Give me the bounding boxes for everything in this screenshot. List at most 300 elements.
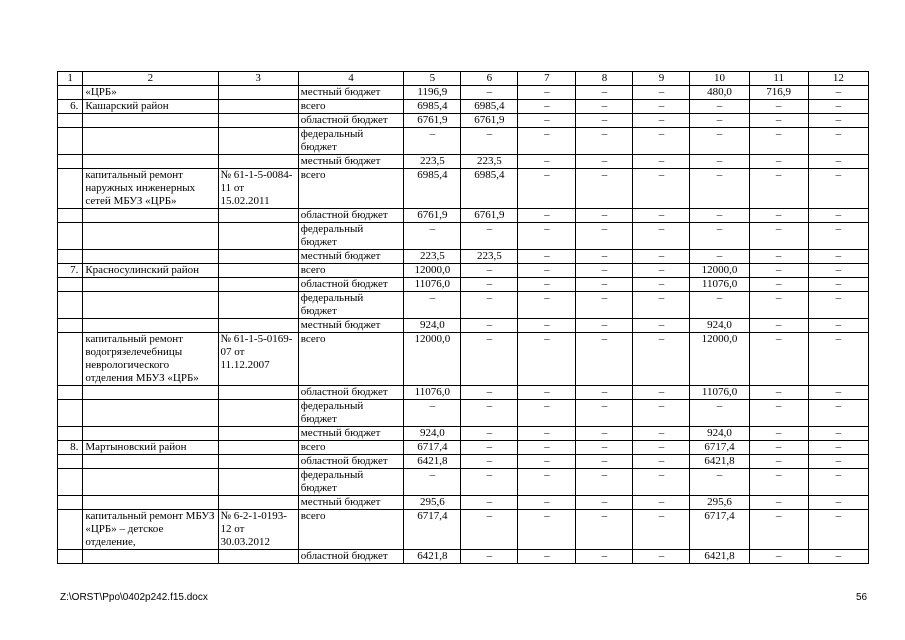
- row-number: [58, 114, 83, 128]
- row-number: [58, 386, 83, 400]
- value-cell: –: [461, 292, 518, 319]
- table-header-row: [58, 72, 869, 86]
- column-number: 8: [576, 72, 633, 86]
- object-name: [83, 400, 218, 427]
- value-cell: 1196,9: [404, 86, 461, 100]
- funding-source: всего: [298, 441, 404, 455]
- value-cell: –: [749, 455, 808, 469]
- value-cell: –: [576, 469, 633, 496]
- value-cell: 11076,0: [404, 386, 461, 400]
- funding-source: областной бюджет: [298, 455, 404, 469]
- row-number: [58, 427, 83, 441]
- value-cell: –: [690, 169, 749, 209]
- value-cell: –: [518, 278, 576, 292]
- value-cell: –: [461, 86, 518, 100]
- value-cell: 12000,0: [404, 264, 461, 278]
- document-ref: [218, 400, 298, 427]
- value-cell: –: [576, 128, 633, 155]
- value-cell: –: [633, 550, 690, 564]
- document-ref: № 61-1-5-0169-07 от 11.12.2007: [218, 333, 298, 386]
- funding-source: федеральный бюджет: [298, 128, 404, 155]
- object-name: Красносулинский район: [83, 264, 218, 278]
- value-cell: –: [633, 278, 690, 292]
- value-cell: –: [518, 155, 576, 169]
- value-cell: –: [461, 400, 518, 427]
- value-cell: 480,0: [690, 86, 749, 100]
- value-cell: –: [633, 427, 690, 441]
- column-number: 4: [298, 72, 404, 86]
- document-ref: [218, 86, 298, 100]
- value-cell: –: [808, 169, 868, 209]
- value-cell: –: [576, 292, 633, 319]
- value-cell: 6985,4: [461, 100, 518, 114]
- value-cell: –: [461, 333, 518, 386]
- value-cell: 11076,0: [690, 386, 749, 400]
- funding-source: всего: [298, 169, 404, 209]
- value-cell: 6717,4: [404, 441, 461, 455]
- funding-source: всего: [298, 510, 404, 550]
- document-ref: [218, 155, 298, 169]
- value-cell: –: [461, 386, 518, 400]
- value-cell: –: [576, 427, 633, 441]
- value-cell: –: [518, 319, 576, 333]
- table-row: [58, 292, 869, 319]
- value-cell: –: [518, 455, 576, 469]
- row-number: [58, 510, 83, 550]
- row-number: [58, 250, 83, 264]
- document-ref: [218, 114, 298, 128]
- value-cell: –: [808, 250, 868, 264]
- value-cell: 12000,0: [404, 333, 461, 386]
- table-row: [58, 155, 869, 169]
- value-cell: 6761,9: [461, 209, 518, 223]
- object-name: [83, 319, 218, 333]
- object-name: [83, 550, 218, 564]
- value-cell: –: [518, 100, 576, 114]
- row-number: [58, 319, 83, 333]
- object-name: капитальный ремонт водогрязелечебницы неврологического отделения МБУЗ «ЦРБ»: [83, 333, 218, 386]
- table-row: [58, 169, 869, 209]
- document-ref: [218, 100, 298, 114]
- table-row: [58, 223, 869, 250]
- object-name: [83, 469, 218, 496]
- value-cell: –: [808, 550, 868, 564]
- document-ref: [218, 223, 298, 250]
- table-row: [58, 333, 869, 386]
- row-number: [58, 155, 83, 169]
- value-cell: –: [633, 496, 690, 510]
- value-cell: –: [808, 510, 868, 550]
- object-name: «ЦРБ»: [83, 86, 218, 100]
- funding-source: областной бюджет: [298, 278, 404, 292]
- row-number: [58, 209, 83, 223]
- document-ref: [218, 455, 298, 469]
- value-cell: –: [518, 264, 576, 278]
- budget-table: [57, 71, 869, 564]
- value-cell: –: [690, 209, 749, 223]
- object-name: [83, 496, 218, 510]
- value-cell: 12000,0: [690, 264, 749, 278]
- value-cell: 223,5: [404, 250, 461, 264]
- funding-source: федеральный бюджет: [298, 400, 404, 427]
- value-cell: –: [576, 496, 633, 510]
- value-cell: –: [461, 223, 518, 250]
- value-cell: –: [808, 209, 868, 223]
- value-cell: –: [518, 496, 576, 510]
- value-cell: –: [518, 386, 576, 400]
- value-cell: –: [576, 209, 633, 223]
- value-cell: –: [749, 441, 808, 455]
- value-cell: 6421,8: [404, 550, 461, 564]
- value-cell: –: [576, 169, 633, 209]
- value-cell: 924,0: [404, 427, 461, 441]
- footer-page-number: 56: [856, 592, 868, 603]
- table-row: [58, 86, 869, 100]
- value-cell: –: [749, 223, 808, 250]
- value-cell: –: [633, 250, 690, 264]
- funding-source: местный бюджет: [298, 250, 404, 264]
- value-cell: –: [633, 264, 690, 278]
- value-cell: –: [749, 550, 808, 564]
- object-name: [83, 114, 218, 128]
- value-cell: –: [749, 250, 808, 264]
- object-name: [83, 209, 218, 223]
- row-number: 8.: [58, 441, 83, 455]
- document-ref: [218, 250, 298, 264]
- document-ref: [218, 319, 298, 333]
- value-cell: –: [633, 441, 690, 455]
- value-cell: –: [808, 333, 868, 386]
- table-row: [58, 496, 869, 510]
- value-cell: –: [518, 333, 576, 386]
- value-cell: –: [808, 100, 868, 114]
- value-cell: 6717,4: [404, 510, 461, 550]
- value-cell: –: [518, 169, 576, 209]
- document-ref: [218, 469, 298, 496]
- value-cell: –: [633, 169, 690, 209]
- table-row: [58, 510, 869, 550]
- table-row: [58, 278, 869, 292]
- value-cell: –: [633, 400, 690, 427]
- value-cell: –: [518, 510, 576, 550]
- document-ref: [218, 441, 298, 455]
- column-number: 1: [58, 72, 83, 86]
- value-cell: –: [576, 455, 633, 469]
- funding-source: местный бюджет: [298, 319, 404, 333]
- table-row: [58, 128, 869, 155]
- footer-file-path: Z:\ORST\Ppo\0402p242.f15.docx: [60, 592, 208, 603]
- column-number: 2: [83, 72, 218, 86]
- column-number: 11: [749, 72, 808, 86]
- table-row: [58, 250, 869, 264]
- value-cell: –: [749, 114, 808, 128]
- value-cell: –: [518, 223, 576, 250]
- value-cell: –: [808, 223, 868, 250]
- value-cell: –: [690, 469, 749, 496]
- value-cell: –: [633, 209, 690, 223]
- funding-source: всего: [298, 100, 404, 114]
- value-cell: –: [749, 333, 808, 386]
- column-number: 12: [808, 72, 868, 86]
- row-number: [58, 400, 83, 427]
- table-row: [58, 550, 869, 564]
- value-cell: –: [633, 223, 690, 250]
- row-number: [58, 292, 83, 319]
- value-cell: –: [518, 292, 576, 319]
- value-cell: –: [518, 427, 576, 441]
- row-number: [58, 550, 83, 564]
- object-name: [83, 427, 218, 441]
- column-number: 7: [518, 72, 576, 86]
- column-number: 9: [633, 72, 690, 86]
- table-row: [58, 441, 869, 455]
- value-cell: –: [690, 250, 749, 264]
- value-cell: –: [576, 333, 633, 386]
- document-ref: [218, 278, 298, 292]
- value-cell: –: [690, 114, 749, 128]
- value-cell: 223,5: [461, 155, 518, 169]
- funding-source: федеральный бюджет: [298, 223, 404, 250]
- value-cell: –: [749, 469, 808, 496]
- value-cell: 11076,0: [690, 278, 749, 292]
- table-row: [58, 114, 869, 128]
- value-cell: –: [518, 469, 576, 496]
- value-cell: 6761,9: [404, 114, 461, 128]
- value-cell: –: [749, 100, 808, 114]
- value-cell: –: [749, 278, 808, 292]
- value-cell: –: [518, 550, 576, 564]
- value-cell: –: [690, 400, 749, 427]
- value-cell: –: [808, 496, 868, 510]
- value-cell: –: [749, 169, 808, 209]
- object-name: капитальный ремонт наружных инженерных сетей МБУЗ «ЦРБ»: [83, 169, 218, 209]
- row-number: [58, 469, 83, 496]
- value-cell: 12000,0: [690, 333, 749, 386]
- value-cell: 924,0: [404, 319, 461, 333]
- value-cell: –: [518, 400, 576, 427]
- funding-source: областной бюджет: [298, 209, 404, 223]
- value-cell: –: [749, 319, 808, 333]
- value-cell: –: [633, 386, 690, 400]
- document-ref: № 61-1-5-0084-11 от 15.02.2011: [218, 169, 298, 209]
- value-cell: –: [749, 155, 808, 169]
- value-cell: –: [633, 155, 690, 169]
- value-cell: 6761,9: [461, 114, 518, 128]
- value-cell: –: [749, 292, 808, 319]
- value-cell: –: [576, 264, 633, 278]
- value-cell: 295,6: [690, 496, 749, 510]
- value-cell: –: [633, 86, 690, 100]
- value-cell: –: [404, 469, 461, 496]
- value-cell: –: [576, 319, 633, 333]
- value-cell: –: [808, 292, 868, 319]
- value-cell: –: [690, 292, 749, 319]
- value-cell: –: [576, 386, 633, 400]
- funding-source: всего: [298, 264, 404, 278]
- funding-source: федеральный бюджет: [298, 469, 404, 496]
- funding-source: федеральный бюджет: [298, 292, 404, 319]
- value-cell: –: [461, 427, 518, 441]
- value-cell: –: [404, 400, 461, 427]
- value-cell: –: [749, 264, 808, 278]
- funding-source: областной бюджет: [298, 114, 404, 128]
- table-row: [58, 264, 869, 278]
- funding-source: областной бюджет: [298, 386, 404, 400]
- value-cell: –: [808, 319, 868, 333]
- value-cell: –: [576, 510, 633, 550]
- object-name: [83, 292, 218, 319]
- object-name: [83, 278, 218, 292]
- value-cell: 6985,4: [404, 169, 461, 209]
- table-row: [58, 455, 869, 469]
- row-number: [58, 278, 83, 292]
- value-cell: 924,0: [690, 319, 749, 333]
- value-cell: –: [808, 114, 868, 128]
- value-cell: –: [808, 455, 868, 469]
- value-cell: 223,5: [461, 250, 518, 264]
- value-cell: –: [808, 427, 868, 441]
- value-cell: –: [461, 441, 518, 455]
- value-cell: –: [576, 155, 633, 169]
- document-ref: [218, 427, 298, 441]
- row-number: [58, 169, 83, 209]
- value-cell: –: [461, 455, 518, 469]
- value-cell: –: [808, 86, 868, 100]
- value-cell: –: [404, 128, 461, 155]
- value-cell: –: [808, 386, 868, 400]
- value-cell: –: [461, 278, 518, 292]
- row-number: [58, 86, 83, 100]
- value-cell: 924,0: [690, 427, 749, 441]
- row-number: [58, 223, 83, 250]
- table-row: [58, 209, 869, 223]
- value-cell: –: [633, 128, 690, 155]
- table-row: [58, 469, 869, 496]
- document-ref: [218, 496, 298, 510]
- value-cell: –: [633, 455, 690, 469]
- value-cell: –: [576, 114, 633, 128]
- table-row: [58, 386, 869, 400]
- funding-source: областной бюджет: [298, 550, 404, 564]
- value-cell: –: [690, 223, 749, 250]
- value-cell: –: [633, 333, 690, 386]
- value-cell: –: [808, 155, 868, 169]
- table-row: [58, 427, 869, 441]
- value-cell: –: [518, 250, 576, 264]
- value-cell: 6717,4: [690, 441, 749, 455]
- value-cell: –: [404, 223, 461, 250]
- funding-source: местный бюджет: [298, 86, 404, 100]
- document-ref: [218, 386, 298, 400]
- value-cell: 6421,8: [404, 455, 461, 469]
- value-cell: 6761,9: [404, 209, 461, 223]
- table-row: [58, 100, 869, 114]
- column-number: 10: [690, 72, 749, 86]
- funding-source: местный бюджет: [298, 496, 404, 510]
- value-cell: 6421,8: [690, 550, 749, 564]
- row-number: [58, 333, 83, 386]
- document-ref: [218, 550, 298, 564]
- value-cell: –: [749, 510, 808, 550]
- value-cell: –: [576, 223, 633, 250]
- value-cell: 6421,8: [690, 455, 749, 469]
- value-cell: –: [518, 128, 576, 155]
- value-cell: 716,9: [749, 86, 808, 100]
- value-cell: –: [461, 319, 518, 333]
- funding-source: всего: [298, 333, 404, 386]
- value-cell: –: [690, 155, 749, 169]
- value-cell: –: [576, 86, 633, 100]
- value-cell: –: [576, 550, 633, 564]
- value-cell: 295,6: [404, 496, 461, 510]
- document-ref: [218, 292, 298, 319]
- value-cell: –: [518, 441, 576, 455]
- value-cell: –: [404, 292, 461, 319]
- value-cell: –: [576, 100, 633, 114]
- object-name: Кашарский район: [83, 100, 218, 114]
- value-cell: –: [461, 550, 518, 564]
- column-number: 6: [461, 72, 518, 86]
- row-number: [58, 128, 83, 155]
- document-ref: [218, 264, 298, 278]
- object-name: [83, 128, 218, 155]
- value-cell: –: [808, 469, 868, 496]
- value-cell: –: [461, 469, 518, 496]
- value-cell: –: [576, 441, 633, 455]
- value-cell: –: [749, 496, 808, 510]
- value-cell: 223,5: [404, 155, 461, 169]
- value-cell: –: [576, 278, 633, 292]
- value-cell: –: [633, 469, 690, 496]
- value-cell: –: [749, 386, 808, 400]
- value-cell: –: [518, 209, 576, 223]
- row-number: [58, 455, 83, 469]
- value-cell: –: [749, 427, 808, 441]
- value-cell: –: [633, 100, 690, 114]
- object-name: [83, 455, 218, 469]
- value-cell: 6985,4: [404, 100, 461, 114]
- value-cell: –: [576, 400, 633, 427]
- funding-source: местный бюджет: [298, 427, 404, 441]
- value-cell: –: [518, 86, 576, 100]
- value-cell: –: [633, 114, 690, 128]
- value-cell: –: [461, 128, 518, 155]
- value-cell: –: [690, 100, 749, 114]
- value-cell: –: [749, 400, 808, 427]
- funding-source: местный бюджет: [298, 155, 404, 169]
- value-cell: –: [749, 209, 808, 223]
- value-cell: –: [518, 114, 576, 128]
- value-cell: –: [461, 510, 518, 550]
- row-number: 7.: [58, 264, 83, 278]
- value-cell: 11076,0: [404, 278, 461, 292]
- object-name: [83, 155, 218, 169]
- value-cell: –: [633, 319, 690, 333]
- value-cell: –: [633, 292, 690, 319]
- value-cell: –: [808, 264, 868, 278]
- value-cell: –: [808, 278, 868, 292]
- document-ref: № 6-2-1-0193-12 от 30.03.2012: [218, 510, 298, 550]
- row-number: [58, 496, 83, 510]
- value-cell: –: [690, 128, 749, 155]
- object-name: [83, 386, 218, 400]
- value-cell: –: [808, 400, 868, 427]
- value-cell: 6717,4: [690, 510, 749, 550]
- object-name: капитальный ремонт МБУЗ «ЦРБ» – детское отделение,: [83, 510, 218, 550]
- row-number: 6.: [58, 100, 83, 114]
- table-row: [58, 319, 869, 333]
- value-cell: –: [633, 510, 690, 550]
